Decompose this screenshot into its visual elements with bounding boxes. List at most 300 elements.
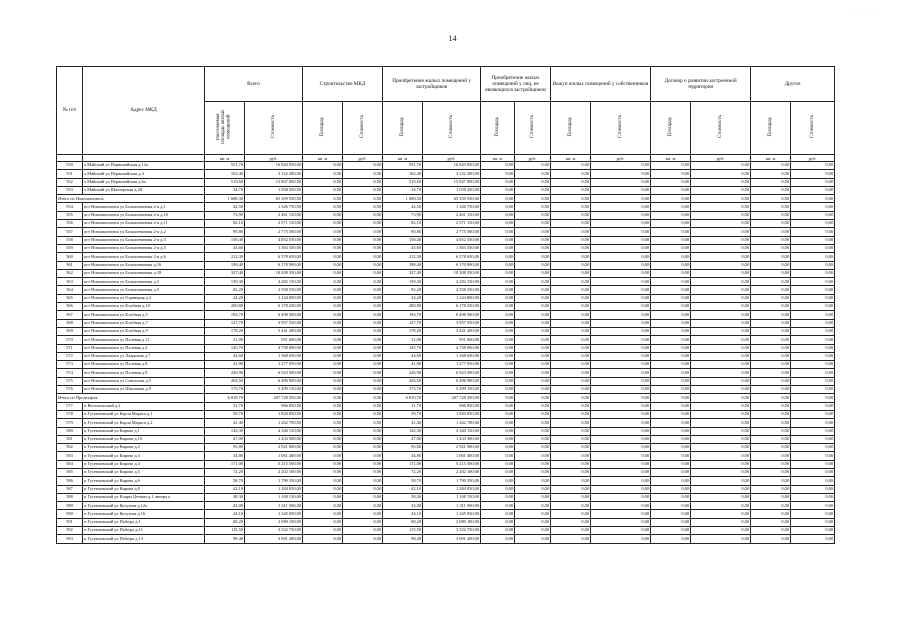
cell-cost: 0,00 (591, 502, 651, 510)
cell-area: 127,70 (383, 319, 423, 327)
cell-area: 98,40 (383, 535, 423, 543)
cell-cost: 0,00 (691, 303, 751, 311)
cell-cost: 3 957 550,00 (423, 319, 481, 327)
cell-area: 0,00 (751, 228, 791, 236)
cell-area: 0,00 (481, 294, 515, 302)
sub-header-area: Площадь (481, 102, 515, 155)
cell-cost: 1 820 850,00 (423, 410, 481, 418)
cell-cost: 5 499 150,00 (245, 386, 303, 394)
cell-cost: 0,00 (343, 286, 383, 294)
cell-area: 0,00 (651, 485, 691, 493)
cell-cost: 0,00 (791, 344, 835, 352)
cell-cost: 3 122 200,00 (245, 170, 303, 178)
cell-cost: 0,00 (691, 327, 751, 335)
cell-cost: 0,00 (515, 228, 551, 236)
cell-cost: 0,00 (515, 319, 551, 327)
cell-cost: 0,00 (515, 444, 551, 452)
cell-cost: 0,00 (343, 327, 383, 335)
row-address: п Гусевловский ул Кутузова д.16 (83, 510, 205, 518)
cell-cost: 0,00 (515, 468, 551, 476)
cell-cost: 0,00 (343, 493, 383, 501)
cell-cost: 0,00 (343, 535, 383, 543)
cell-area: 0,00 (751, 294, 791, 302)
cell-area: 0,00 (481, 319, 515, 327)
cell-area: 0,00 (751, 319, 791, 327)
cell-cost: 0,00 (691, 203, 751, 211)
cell-cost: 0,00 (791, 394, 835, 402)
cell-cost: 0,00 (343, 311, 383, 319)
table-row (57, 427, 835, 435)
cell-area: 0,00 (303, 410, 343, 418)
cell-cost: 0,00 (691, 502, 751, 510)
cell-cost: 10 208 350,00 (423, 269, 481, 277)
cell-cost: 0,00 (515, 261, 551, 269)
cell-area: 0,00 (481, 460, 515, 468)
cell-area: 0,00 (303, 527, 343, 535)
cell-cost: 0,00 (591, 427, 651, 435)
cell-area: 175,70 (205, 386, 245, 394)
cell-cost: 207 728 350,00 (423, 394, 481, 402)
cell-area: 47,00 (205, 435, 245, 443)
row-number: 586 (57, 477, 83, 485)
cell-cost: 0,00 (791, 427, 835, 435)
cell-area: 0,00 (481, 344, 515, 352)
cell-cost: 1 326 750,00 (423, 203, 481, 211)
cell-cost: 0,00 (343, 427, 383, 435)
table-row (57, 170, 835, 178)
cell-cost: 0,00 (515, 244, 551, 252)
cell-area: 0,00 (481, 336, 515, 344)
col-header-number: № п/п (57, 67, 83, 155)
cell-cost: 3 522 750,00 (245, 527, 303, 535)
cell-cost: 0,00 (691, 452, 751, 460)
cell-area: 0,00 (551, 444, 591, 452)
row-address: п Гусевловский ул Карла Маркса д.1 (83, 410, 205, 418)
cell-area: 0,00 (303, 203, 343, 211)
cell-area: 72,20 (383, 468, 423, 476)
row-number: 579 (57, 419, 83, 427)
cell-cost: 0,00 (591, 303, 651, 311)
row-address: х Майский ул Первомайская д.6а (83, 178, 205, 186)
unit-area: кв. м (651, 155, 691, 162)
table-row (57, 402, 835, 410)
cell-area: 42,50 (383, 203, 423, 211)
cell-cost: 0,00 (343, 435, 383, 443)
cell-cost: 6 923 500,00 (245, 369, 303, 377)
unit-area: кв. м (481, 155, 515, 162)
cell-cost: 0,00 (791, 435, 835, 443)
col-header-construction: Строительство МКД (303, 67, 383, 102)
cell-area: 519,60 (383, 178, 423, 186)
cell-cost: 0,00 (343, 510, 383, 518)
cell-cost: 0,00 (343, 336, 383, 344)
cell-area: 0,00 (651, 502, 691, 510)
cell-cost: 1 262 700,00 (423, 419, 481, 427)
cell-area: 0,00 (651, 369, 691, 377)
cell-cost: 0,00 (591, 253, 651, 261)
cell-area: 0,00 (551, 394, 591, 402)
cell-cost: 0,00 (343, 468, 383, 476)
cell-area: 0,00 (651, 261, 691, 269)
cell-area: 0,00 (551, 518, 591, 526)
table-row (57, 278, 835, 286)
cell-cost: 0,00 (791, 278, 835, 286)
cell-area: 0,00 (303, 228, 343, 236)
row-number: 590 (57, 510, 83, 518)
cell-cost: 0,00 (691, 344, 751, 352)
cell-cost: 2 202 100,00 (423, 468, 481, 476)
cell-area: 34,70 (383, 186, 423, 194)
table-row (57, 444, 835, 452)
cell-area: 0,00 (303, 468, 343, 476)
row-number: 588 (57, 493, 83, 501)
cell-cost: 0,00 (691, 294, 751, 302)
cell-cost: 0,00 (591, 452, 651, 460)
cell-area: 0,00 (303, 244, 343, 252)
cell-cost: 0,00 (343, 261, 383, 269)
cell-cost: 0,00 (791, 410, 835, 418)
cell-cost: 1 277 950,00 (423, 361, 481, 369)
cell-cost: 1 345 050,00 (245, 510, 303, 518)
cell-area: 34,70 (205, 186, 245, 194)
cell-cost: 0,00 (343, 419, 383, 427)
cell-area: 95,80 (383, 444, 423, 452)
cell-area: 0,00 (751, 203, 791, 211)
cell-cost: 0,00 (791, 211, 835, 219)
row-number: 566 (57, 303, 83, 311)
cell-area: 0,00 (551, 244, 591, 252)
cell-area: 42,10 (205, 485, 245, 493)
cell-area: 0,00 (751, 361, 791, 369)
cell-area: 0,00 (303, 444, 343, 452)
cell-cost: 5 215 500,00 (245, 460, 303, 468)
cell-cost: 0,00 (591, 535, 651, 543)
row-number: 587 (57, 485, 83, 493)
cell-area: 44,60 (383, 352, 423, 360)
cell-area: 0,00 (751, 261, 791, 269)
cell-area: 90,80 (205, 228, 245, 236)
row-number: 574 (57, 369, 83, 377)
cell-area: 0,00 (481, 419, 515, 427)
cell-cost: 0,00 (591, 410, 651, 418)
cell-cost: 0,00 (343, 278, 383, 286)
cell-cost: 0,00 (591, 311, 651, 319)
row-address: пгт Новошахтинск ул Большевичная 2-я д.11 (83, 220, 205, 228)
cell-cost: 0,00 (515, 510, 551, 518)
cell-cost: 4 758 000,00 (245, 344, 303, 352)
page-number: 14 (448, 34, 457, 43)
row-address: пгт Новошахтинск ул Большевичная 2-я д.3 (83, 236, 205, 244)
cell-cost: 1 168 150,00 (423, 493, 481, 501)
cell-area: 0,00 (751, 220, 791, 228)
cell-area: 198,40 (383, 261, 423, 269)
row-address: х Майский ул Шахтерская д.28 (83, 186, 205, 194)
cell-cost: 1 326 750,00 (245, 203, 303, 211)
cell-area: 6 810,70 (205, 394, 245, 402)
cell-cost: 6 170 900,00 (245, 261, 303, 269)
cell-area: 0,00 (303, 477, 343, 485)
cell-cost: 3 957 550,00 (245, 319, 303, 327)
cell-cost: 1 433 500,00 (423, 435, 481, 443)
cell-cost: 6 578 650,00 (245, 253, 303, 261)
row-number: 593 (57, 535, 83, 543)
row-address: пгт Новошахтинск ул Большевичная д.3 (83, 278, 205, 286)
cell-cost: 5 441 200,00 (245, 327, 303, 335)
cell-area: 212,30 (205, 253, 245, 261)
cell-cost: 0,00 (591, 186, 651, 194)
cell-cost: 4 282 150,00 (245, 278, 303, 286)
cell-area: 327,40 (383, 269, 423, 277)
cell-area: 0,00 (651, 236, 691, 244)
cell-cost: 0,00 (591, 261, 651, 269)
table-row (57, 178, 835, 186)
cell-cost: 4 340 150,00 (423, 427, 481, 435)
cell-area: 0,00 (551, 228, 591, 236)
cell-cost: 0,00 (591, 402, 651, 410)
cell-area: 90,80 (383, 228, 423, 236)
cell-area: 0,00 (551, 452, 591, 460)
cell-area: 0,00 (551, 195, 591, 203)
row-address: п Гусевловский ул Карла Маркса д.2 (83, 419, 205, 427)
cell-cost: 0,00 (515, 518, 551, 526)
cell-area: 0,00 (303, 294, 343, 302)
cell-cost: 0,00 (791, 228, 835, 236)
cell-area: 0,00 (303, 518, 343, 526)
cell-area: 0,00 (481, 211, 515, 219)
sub-header-cost: Стоимость (245, 102, 303, 155)
scan-corner-mark: · · · · (849, 6, 883, 12)
row-number: 576 (57, 386, 83, 394)
cell-area: 0,00 (481, 170, 515, 178)
cell-cost: 0,00 (791, 535, 835, 543)
cell-cost: 0,00 (791, 452, 835, 460)
cell-area: 0,00 (481, 510, 515, 518)
row-address: пгт Новошахтинск ул Большевичная д.5 (83, 286, 205, 294)
cell-area: 0,00 (551, 286, 591, 294)
cell-area: 0,00 (651, 203, 691, 211)
cell-cost: 0,00 (515, 278, 551, 286)
cell-cost: 0,00 (515, 186, 551, 194)
row-number: 557 (57, 228, 83, 236)
row-number: 577 (57, 402, 83, 410)
cell-area: 0,00 (551, 352, 591, 360)
cell-area: 43,00 (383, 502, 423, 510)
table-row (57, 319, 835, 327)
cell-area: 1 688,30 (205, 195, 245, 203)
cell-cost: 1 277 950,00 (245, 361, 303, 369)
unit-area: кв. м (751, 155, 791, 162)
table-row (57, 352, 835, 360)
cell-cost: 1 144 800,00 (245, 294, 303, 302)
cell-area: 0,00 (551, 162, 591, 170)
cell-cost: 0,00 (791, 186, 835, 194)
cell-area: 0,00 (303, 286, 343, 294)
row-address: пгт Новошахтинск ул Полевая д.2 (83, 344, 205, 352)
unit-area: кв. м (303, 155, 343, 162)
cell-cost: 0,00 (515, 493, 551, 501)
cell-cost: 0,00 (791, 336, 835, 344)
cell-area: 59,70 (205, 410, 245, 418)
cell-area: 0,00 (751, 386, 791, 394)
cell-cost: 0,00 (343, 452, 383, 460)
cell-area: 0,00 (303, 419, 343, 427)
cell-cost: 4 340 150,00 (245, 427, 303, 435)
unit-cell (83, 155, 205, 162)
table-row (57, 220, 835, 228)
row-address: пгт Новошахтинск ул Полевая д.11 (83, 336, 205, 344)
cell-area: 0,00 (551, 535, 591, 543)
cell-area: 0,00 (481, 394, 515, 402)
cell-area: 0,00 (751, 336, 791, 344)
cell-area: 115,50 (205, 527, 245, 535)
cell-area: 0,00 (481, 410, 515, 418)
cell-area: 178,20 (383, 327, 423, 335)
table-row-total (57, 195, 835, 203)
unit-rub: руб. (791, 155, 835, 162)
sub-header-area: Площадь (383, 102, 423, 155)
cell-cost: 0,00 (791, 369, 835, 377)
sub-header-area: Площадь (651, 102, 691, 155)
row-number: 580 (57, 427, 83, 435)
cell-area: 73,90 (205, 211, 245, 219)
cell-area: 0,00 (751, 303, 791, 311)
cell-area: 551,70 (383, 162, 423, 170)
cell-cost: 0,00 (515, 269, 551, 277)
cell-area: 0,00 (481, 327, 515, 335)
row-number: 562 (57, 269, 83, 277)
cell-cost: 0,00 (343, 211, 383, 219)
cell-area: 0,00 (651, 178, 691, 186)
cell-area: 204,50 (383, 377, 423, 385)
row-number: 585 (57, 468, 83, 476)
cell-area: 0,00 (481, 386, 515, 394)
table-row (57, 527, 835, 535)
cell-area: 0,00 (651, 518, 691, 526)
sub-header-area: Площадь (303, 102, 343, 155)
cell-area: 0,00 (651, 269, 691, 277)
row-number: 556 (57, 220, 83, 228)
cell-area: 72,20 (205, 468, 245, 476)
unit-cell (57, 155, 83, 162)
row-number: 558 (57, 236, 83, 244)
row-number: 553 (57, 186, 83, 194)
unit-area: кв. м (383, 155, 423, 162)
cell-area: 0,00 (303, 535, 343, 543)
cell-cost: 0,00 (791, 203, 835, 211)
row-number: 569 (57, 327, 83, 335)
cell-cost: 0,00 (791, 261, 835, 269)
cell-cost: 1 311 500,00 (423, 502, 481, 510)
cell-cost: 15 847 800,00 (423, 178, 481, 186)
row-number: 589 (57, 502, 83, 510)
row-address: пгт Новошахтинск ул Большевичная 2-я д.6 (83, 253, 205, 261)
cell-cost: 6 170 900,00 (423, 261, 481, 269)
cell-area: 31,00 (383, 336, 423, 344)
table-row (57, 468, 835, 476)
cell-area: 0,00 (651, 444, 691, 452)
cell-area: 0,00 (551, 468, 591, 476)
cell-area: 0,00 (303, 452, 343, 460)
cell-area: 58,70 (383, 477, 423, 485)
cell-cost: 0,00 (691, 435, 751, 443)
cell-area: 0,00 (551, 236, 591, 244)
cell-area: 41,90 (205, 361, 245, 369)
cell-cost: 0,00 (591, 468, 651, 476)
cell-area: 0,00 (481, 477, 515, 485)
cell-cost: 2 558 550,00 (245, 286, 303, 294)
cell-cost: 0,00 (343, 527, 383, 535)
cell-area: 0,00 (751, 435, 791, 443)
cell-area: 0,00 (651, 452, 691, 460)
cell-area: 43,60 (383, 244, 423, 252)
cell-area: 0,00 (303, 402, 343, 410)
cell-area: 0,00 (751, 195, 791, 203)
cell-cost: 3 122 200,00 (423, 170, 481, 178)
cell-area: 0,00 (303, 427, 343, 435)
cell-cost: 0,00 (591, 518, 651, 526)
cell-cost: 2 921 900,00 (423, 444, 481, 452)
row-address: пгт Новошахтинск ул Клубная д.10 (83, 303, 205, 311)
cell-area: 0,00 (551, 493, 591, 501)
cell-area: 38,30 (383, 493, 423, 501)
cell-cost: 2 558 550,00 (423, 286, 481, 294)
row-number: 570 (57, 336, 83, 344)
cell-area: 1 688,30 (383, 195, 423, 203)
table-row (57, 294, 835, 302)
cell-cost: 0,00 (591, 178, 651, 186)
cell-cost: 0,00 (515, 220, 551, 228)
row-address: пгт Новошахтинск ул Большевичная д.18 (83, 269, 205, 277)
row-address: пгт Новошахтинск ул Большевичная 2-я д.10 (83, 211, 205, 219)
total-label: Итого по Новошахтинск (57, 195, 205, 203)
cell-cost: 0,00 (515, 527, 551, 535)
cell-area: 0,00 (551, 170, 591, 178)
cell-area: 0,00 (481, 162, 515, 170)
cell-area: 0,00 (551, 211, 591, 219)
cell-area: 0,00 (551, 477, 591, 485)
cell-cost: 0,00 (515, 427, 551, 435)
cell-cost: 0,00 (343, 386, 383, 394)
cell-area: 0,00 (551, 327, 591, 335)
cell-cost: 0,00 (691, 278, 751, 286)
cell-area: 0,00 (303, 162, 343, 170)
cell-cost: 0,00 (791, 502, 835, 510)
cell-area: 0,00 (751, 278, 791, 286)
cell-area: 0,00 (751, 211, 791, 219)
cell-area: 0,00 (651, 344, 691, 352)
cell-area: 158,40 (383, 236, 423, 244)
resettlement-table (56, 66, 835, 544)
cell-cost: 10 208 350,00 (245, 269, 303, 277)
row-address: пгт Новошахтинск ул Большевичная 2-я д.1 (83, 203, 205, 211)
cell-area: 178,20 (205, 327, 245, 335)
unit-rub: руб. (423, 155, 481, 162)
cell-area: 0,00 (751, 394, 791, 402)
row-address: пгт Новошахтинск ул Клубная д.9 (83, 327, 205, 335)
cell-cost: 0,00 (515, 386, 551, 394)
cell-area: 0,00 (481, 435, 515, 443)
cell-cost: 0,00 (791, 377, 835, 385)
cell-area: 0,00 (481, 452, 515, 460)
cell-cost: 0,00 (591, 236, 651, 244)
cell-area: 0,00 (481, 261, 515, 269)
cell-cost: 0,00 (691, 253, 751, 261)
cell-cost: 0,00 (691, 195, 751, 203)
cell-cost: 0,00 (343, 361, 383, 369)
cell-area: 82,20 (383, 286, 423, 294)
cell-cost: 0,00 (591, 319, 651, 327)
cell-area: 41,40 (383, 419, 423, 427)
